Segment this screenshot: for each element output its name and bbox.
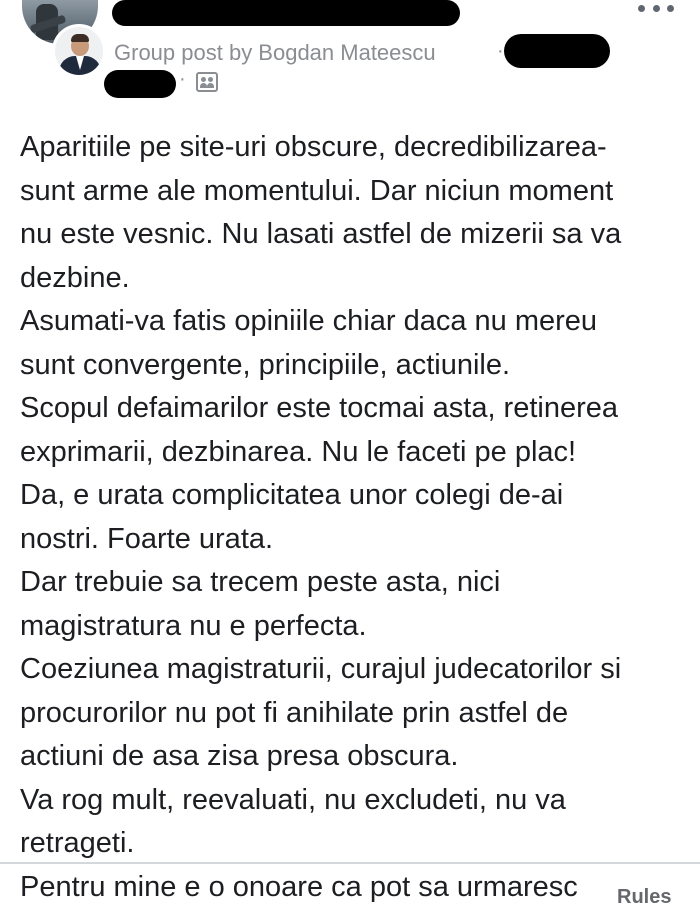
post-line: Pentru mine e o onoare ca pot sa urmaresc	[20, 866, 690, 909]
more-options-icon[interactable]	[636, 0, 676, 16]
more-dot	[638, 5, 645, 12]
post-line: actiuni de asa zisa presa obscura.	[20, 735, 690, 779]
redacted-info	[104, 70, 176, 98]
divider	[0, 862, 700, 864]
post-line: dezbine.	[20, 257, 690, 301]
post-line: Aparitiile pe site-uri obscure, decredibilizarea-	[20, 126, 690, 170]
post-line: Da, e urata complicitatea unor colegi de-ai	[20, 474, 690, 518]
post-line: sunt convergente, principiile, actiunile.	[20, 344, 690, 388]
post-line: exprimarii, dezbinarea. Nu le faceti pe plac!	[20, 431, 690, 475]
post-line: retrageti.	[20, 822, 690, 866]
author-avatar[interactable]	[52, 24, 106, 78]
post-line: sunt arme ale momentului. Dar niciun moment	[20, 170, 690, 214]
post-line: procurorilor nu pot fi anihilate prin astfel de	[20, 692, 690, 736]
group-members-icon	[196, 72, 218, 92]
post-line: magistratura nu e perfecta.	[20, 605, 690, 649]
redacted-timestamp	[504, 34, 610, 68]
post-line: nu este vesnic. Nu lasati astfel de mizerii sa va	[20, 213, 690, 257]
post-line: nostri. Foarte urata.	[20, 518, 690, 562]
redacted-group-name	[112, 0, 460, 26]
post-line: Va rog mult, reevaluati, nu excludeti, nu va	[20, 779, 690, 823]
rules-link[interactable]: Rules	[617, 886, 671, 909]
meta-separator: ·	[497, 40, 504, 63]
post-line: Dar trebuie sa trecem peste asta, nici	[20, 561, 690, 605]
post-body	[20, 126, 690, 909]
more-dot	[653, 5, 660, 12]
post-line: Scopul defaimarilor este tocmai asta, retinerea	[20, 387, 690, 431]
avatar-hair	[71, 34, 89, 42]
post-line: Asumati-va fatis opiniile chiar daca nu mereu	[20, 300, 690, 344]
post-meta-author[interactable]: Group post by Bogdan Mateescu	[114, 40, 436, 66]
post-line: Coeziunea magistraturii, curajul judecatorilor si	[20, 648, 690, 692]
more-dot	[667, 5, 674, 12]
meta-separator: ·	[179, 68, 186, 91]
